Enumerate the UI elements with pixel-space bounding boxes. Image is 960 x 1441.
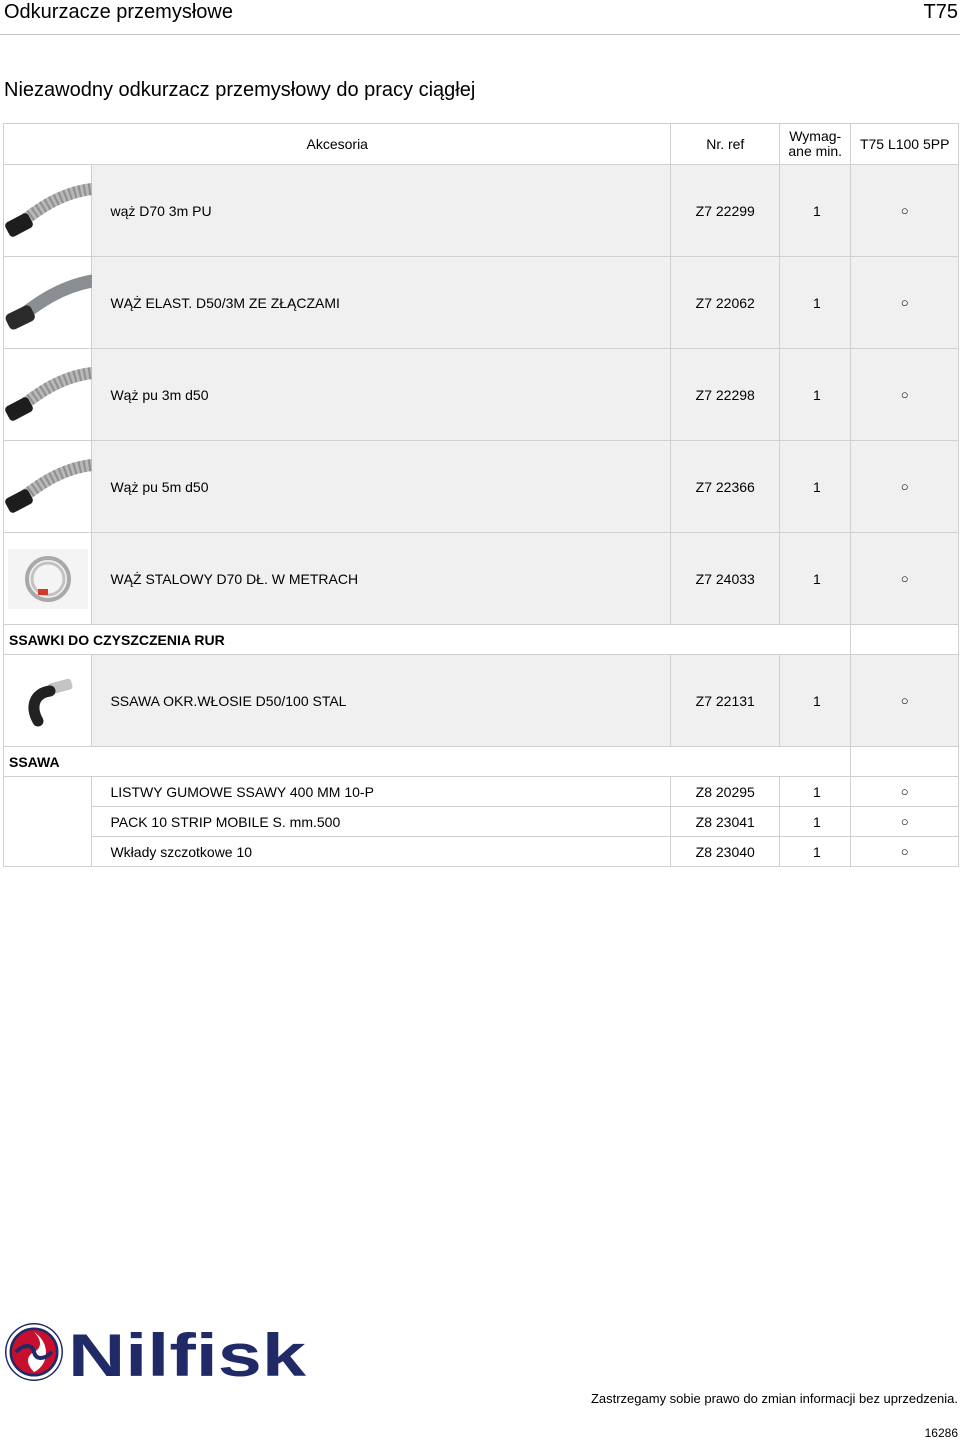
section-header-row	[4, 747, 959, 777]
product-min-qty: 1	[780, 165, 851, 257]
product-description: PACK 10 STRIP MOBILE S. mm.500	[92, 807, 671, 837]
product-ref: Z8 23040	[671, 837, 780, 867]
product-ref: Z7 22298	[671, 349, 780, 441]
hose-grey-icon	[4, 273, 92, 333]
product-ref: Z8 23041	[671, 807, 780, 837]
product-min-qty: 1	[780, 777, 851, 807]
section-title-pipe-nozzles: SSAWKI DO CZYSZCZENIA RUR	[4, 625, 851, 655]
hose-pu-icon	[4, 457, 92, 517]
compatibility-mark: ○	[851, 165, 959, 257]
product-description: Wąż pu 3m d50	[92, 349, 671, 441]
product-ref: Z7 22062	[671, 257, 780, 349]
page-subtitle: Niezawodny odkurzacz przemysłowy do pracy ciągłej	[4, 79, 476, 101]
product-description: WĄŻ ELAST. D50/3M ZE ZŁĄCZAMI	[92, 257, 671, 349]
compatibility-mark: ○	[851, 533, 959, 625]
product-min-qty: 1	[780, 837, 851, 867]
column-header-min-qty	[780, 124, 851, 165]
product-ref: Z8 20295	[671, 777, 780, 807]
compatibility-mark: ○	[851, 257, 959, 349]
product-ref: Z7 22131	[671, 655, 780, 747]
header-divider	[0, 34, 960, 35]
disclaimer-text: Zastrzegamy sobie prawo do zmian informacji bez uprzedzenia.	[590, 1391, 958, 1406]
table-row	[4, 777, 959, 807]
table-row	[4, 441, 959, 533]
round-nozzle-icon	[4, 671, 92, 731]
column-header-model: T75 L100 5PP	[851, 124, 959, 165]
product-ref: Z7 22299	[671, 165, 780, 257]
product-description: wąż D70 3m PU	[92, 165, 671, 257]
product-image-cell	[4, 655, 92, 747]
document-number: 16286	[924, 1426, 958, 1440]
table-row	[4, 349, 959, 441]
compatibility-mark: ○	[851, 777, 959, 807]
section-title-nozzle: SSAWA	[4, 747, 851, 777]
table-row	[4, 837, 959, 867]
table-row	[4, 655, 959, 747]
product-min-qty: 1	[780, 533, 851, 625]
model-title: T75	[923, 1, 958, 23]
product-image-cell	[4, 441, 92, 533]
product-description: WĄŻ STALOWY D70 DŁ. W METRACH	[92, 533, 671, 625]
product-description: Wkłady szczotkowe 10	[92, 837, 671, 867]
compatibility-mark: ○	[851, 655, 959, 747]
product-image-cell	[4, 837, 92, 867]
section-header-blank	[851, 625, 959, 655]
column-header-min-qty-line1: Wymag-	[789, 128, 842, 144]
product-ref: Z7 24033	[671, 533, 780, 625]
hose-pu-icon	[4, 365, 92, 425]
compatibility-mark: ○	[851, 349, 959, 441]
product-description: Wąż pu 5m d50	[92, 441, 671, 533]
product-min-qty: 1	[780, 349, 851, 441]
table-header-row	[4, 124, 959, 165]
section-header-blank	[851, 747, 959, 777]
steel-hose-coil-icon	[4, 549, 92, 609]
product-min-qty: 1	[780, 441, 851, 533]
hose-pu-icon	[4, 181, 92, 241]
compatibility-mark: ○	[851, 837, 959, 867]
table-row	[4, 807, 959, 837]
nilfisk-logo	[2, 1318, 308, 1386]
table-row	[4, 165, 959, 257]
product-ref: Z7 22366	[671, 441, 780, 533]
product-image-cell	[4, 257, 92, 349]
product-min-qty: 1	[780, 655, 851, 747]
product-image-cell	[4, 533, 92, 625]
table-row	[4, 533, 959, 625]
column-header-min-qty-line2: ane min.	[788, 143, 843, 159]
compatibility-mark: ○	[851, 807, 959, 837]
product-image-cell	[4, 349, 92, 441]
product-image-cell	[4, 165, 92, 257]
page-category-title: Odkurzacze przemysłowe	[4, 1, 233, 23]
column-header-ref: Nr. ref	[671, 124, 780, 165]
product-image-cell	[4, 807, 92, 837]
product-min-qty: 1	[780, 807, 851, 837]
product-min-qty: 1	[780, 257, 851, 349]
product-description: SSAWA OKR.WŁOSIE D50/100 STAL	[92, 655, 671, 747]
logo-wordmark: Nilfisk	[68, 1322, 307, 1386]
compatibility-mark: ○	[851, 441, 959, 533]
product-image-cell	[4, 777, 92, 807]
column-header-accessories: Akcesoria	[4, 124, 671, 165]
table-row	[4, 257, 959, 349]
accessories-table	[3, 123, 959, 867]
product-description: LISTWY GUMOWE SSAWY 400 MM 10-P	[92, 777, 671, 807]
section-header-row	[4, 625, 959, 655]
